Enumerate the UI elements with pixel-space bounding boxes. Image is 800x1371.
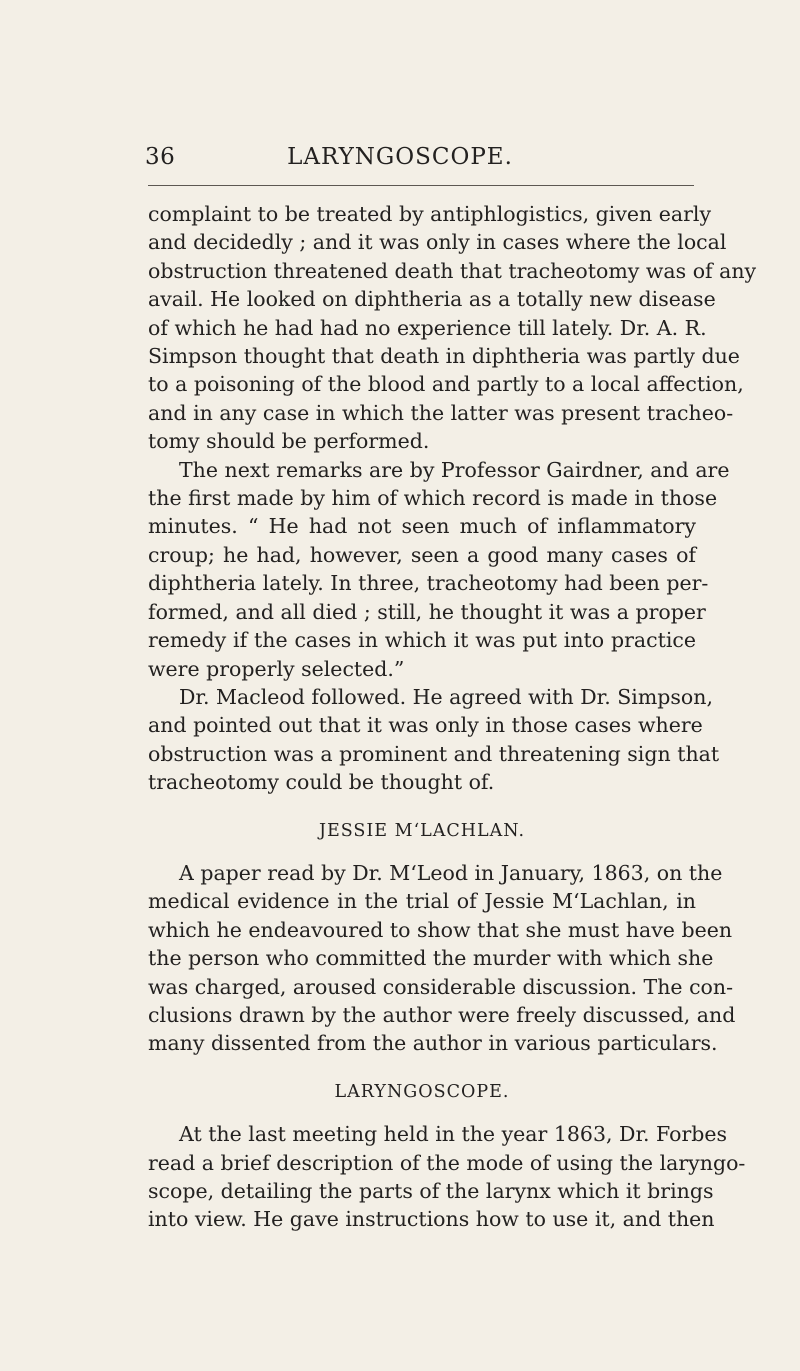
page-number: 36 — [145, 144, 176, 170]
text-line: the person who committed the murder with which she — [148, 946, 714, 971]
text-line: many dissented from the author in various particulars. — [148, 1031, 718, 1056]
text-line: diphtheria lately. In three, tracheotomy had been per- — [148, 571, 709, 596]
text-line: minutes. “ He had not seen much of inflammatory — [148, 514, 696, 539]
text-line: the first made by him of which record is made in those — [148, 486, 718, 511]
text-line: and pointed out that it was only in those cases where — [148, 713, 703, 738]
text-line: tracheotomy could be thought of. — [148, 770, 495, 795]
text-line: into view. He gave instructions how to use it, and then — [148, 1207, 715, 1232]
text-line: avail. He looked on diphtheria as a totally new disease — [148, 287, 716, 312]
text-line: obstruction threatened death that tracheotomy was of any — [148, 258, 757, 283]
text-line: obstruction was a prominent and threatening sign that — [148, 741, 720, 766]
text-line: croup; he had, however, seen a good many cases of — [148, 542, 696, 567]
text-line: complaint to be treated by antiphlogistics, given early — [148, 202, 712, 226]
text-line: medical evidence in the trial of Jessie M‘Lachlan, in — [148, 889, 696, 914]
running-title: LARYNGOSCOPE. — [287, 144, 513, 170]
text-line: was charged, aroused considerable discussion. The con- — [148, 974, 734, 999]
text-line: The next remarks are by Professor Gairdner, and are — [179, 457, 730, 482]
paragraph-3 — [148, 683, 720, 797]
text-line: and decidedly ; and it was only in cases where the local — [148, 230, 727, 255]
paragraph-5 — [148, 1120, 746, 1234]
text-line: scope, detailing the parts of the larynx which it brings — [148, 1179, 714, 1203]
text-line: A paper read by Dr. M‘Leod in January, 1863, on the — [179, 860, 723, 885]
section-heading-laryngoscope: LARYNGOSCOPE. — [334, 1081, 510, 1102]
text-line: of which he had had no experience till lately. Dr. A. R. — [148, 315, 707, 340]
header-rule — [148, 185, 694, 186]
section-heading-jessie-mlachlan: JESSIE M‘LACHLAN. — [318, 820, 526, 841]
text-line: to a poisoning of the blood and partly to a local affection, — [148, 372, 744, 397]
paragraph-1 — [148, 200, 757, 456]
text-line: clusions drawn by the author were freely discussed, and — [148, 1002, 736, 1027]
paragraph-4 — [148, 859, 736, 1058]
text-line: Dr. Macleod followed. He agreed with Dr. Simpson, — [179, 684, 713, 709]
text-line: were properly selected.” — [148, 656, 405, 681]
text-line: and in any case in which the latter was present tracheo- — [148, 400, 734, 425]
text-line: remedy if the cases in which it was put into practice — [148, 628, 696, 653]
text-line: read a brief description of the mode of using the laryngo- — [148, 1150, 746, 1175]
paragraph-2 — [148, 456, 730, 683]
body-text — [148, 200, 757, 1234]
text-line: formed, and all died ; still, he thought it was a proper — [148, 599, 706, 624]
text-line: Simpson thought that death in diphtheria was partly due — [148, 344, 740, 369]
text-line: which he endeavoured to show that she must have been — [148, 917, 733, 942]
text-line: At the last meeting held in the year 1863, Dr. Forbes — [179, 1122, 728, 1147]
text-line: tomy should be performed. — [148, 429, 430, 454]
